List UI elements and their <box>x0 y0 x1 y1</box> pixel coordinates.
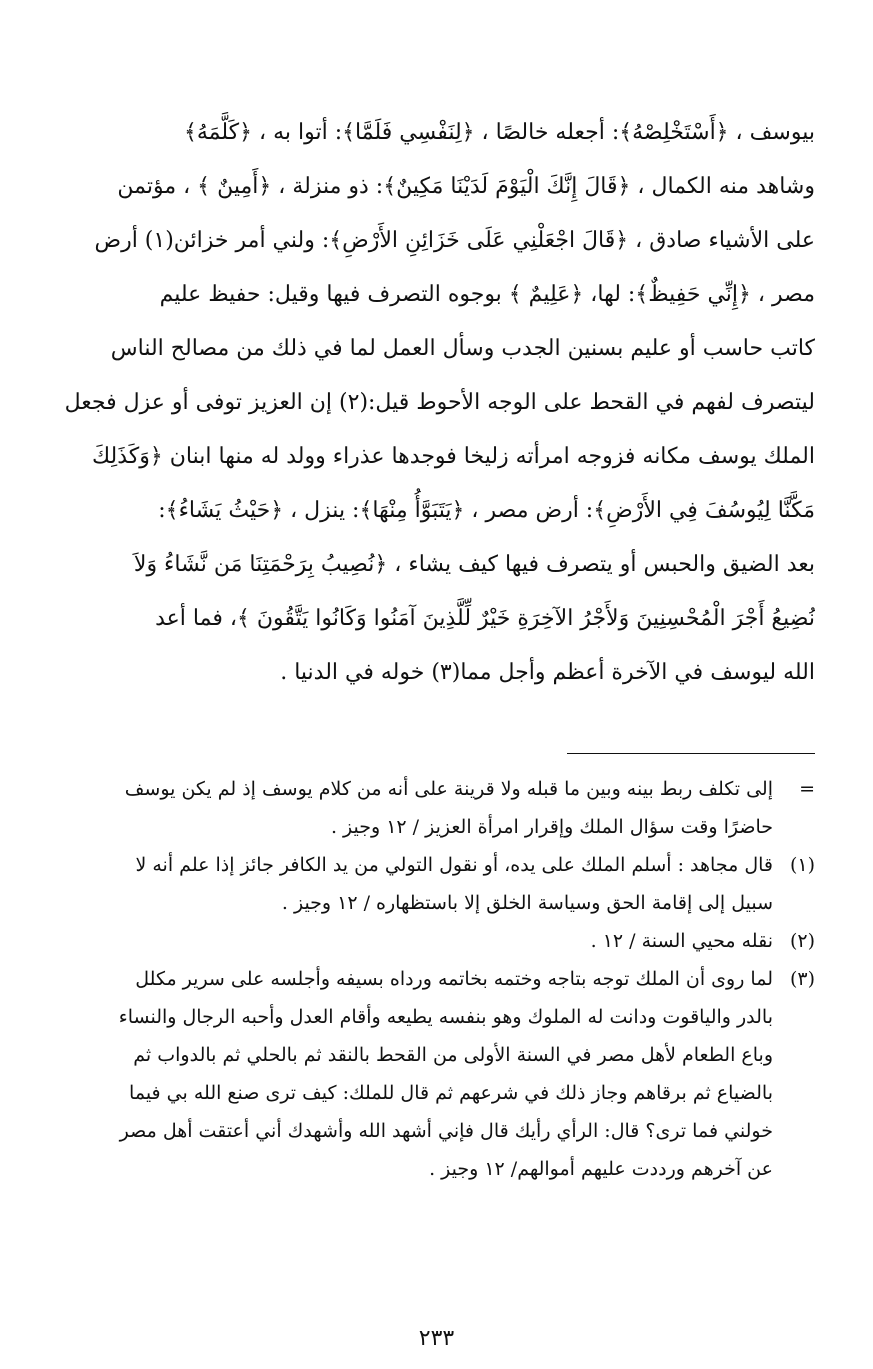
footnote-line: بالضياع ثم برقاهم وجاز ذلك في شرعهم ثم قال للملك: كيف ترى صنع الله بي فيما <box>129 1082 773 1104</box>
main-text-line: بعد الضيق والحبس أو يتصرف فيها كيف يشاء ، ﴿نُصِيبُ بِرَحْمَتِنَا مَن نَّشَاءُ وَلاَ <box>133 552 815 577</box>
footnote-line: حاضرًا وقت سؤال الملك وإقرار امرأة العزيز / ١٢ وجيز . <box>330 816 773 838</box>
footnote-continued <box>58 770 815 846</box>
footnote-3 <box>58 960 815 1188</box>
footnote-line: بالدر والياقوت ودانت له الملوك وهو بنفسه يطيعه وأقام العدل وأحبه الرجال والنساء <box>118 1006 773 1028</box>
footnote-2 <box>58 922 815 960</box>
footnotes <box>58 770 815 1188</box>
footnote-line: نقله محيي السنة / ١٢ . <box>590 930 773 952</box>
footnote-line: عن آخرهم ورددت عليهم أموالهم/ ١٢ وجيز . <box>429 1158 773 1180</box>
main-text-line: كاتب حاسب أو عليم بسنين الجدب وسأل العمل لما في ذلك من مصالح الناس <box>110 336 815 361</box>
main-text-line: الملك يوسف مكانه فزوجه امرأته زليخا فوجدها عذراء وولد له منها ابنان ﴿وَكَذَلِكَ <box>91 444 815 469</box>
main-text-line: مَكَّنَّا لِيُوسُفَ فِي الأَرْضِ﴾: أرض مصر ، ﴿يَتَبَوَّأُ مِنْهَا﴾: ينزل ، ﴿حَيْثُ يَشَاءُ﴾: <box>158 498 815 523</box>
footnote-marker: (٣) <box>789 968 815 990</box>
main-text-line: ليتصرف لفهم في القحط على الوجه الأحوط قيل:(٢) إن العزيز توفى أو عزل فجعل <box>64 390 815 415</box>
footnote-line: وباع الطعام لأهل مصر في السنة الأولى من القحط بالنقد ثم بالحلي ثم بالدواب ثم <box>133 1044 773 1066</box>
footnote-line: سبيل إلى إقامة الحق وسياسة الخلق إلا باستظهاره / ١٢ وجيز . <box>281 892 773 914</box>
footnote-line: إلى تكلف ربط بينه وبين ما قبله ولا قرينة على أنه من كلام يوسف إذ لم يكن يوسف <box>124 778 773 800</box>
footnote-marker: (١) <box>789 854 815 876</box>
main-text-line: على الأشياء صادق ، ﴿قَالَ اجْعَلْنِي عَلَى خَزَائِنِ الأَرْضِ﴾: ولني أمر خزائن(١) أرض <box>94 228 815 253</box>
footnote-line: قال مجاهد : أسلم الملك على يده، أو نقول التولي من يد الكافر جائز إذا علم أنه لا <box>135 854 773 876</box>
main-text-line: الله ليوسف في الآخرة أعظم وأجل مما(٣) خوله في الدنيا . <box>280 660 815 685</box>
footnote-marker: = <box>799 778 815 800</box>
main-text-line: بيوسف ، ﴿أَسْتَخْلِصْهُ﴾: أجعله خالصًا ، ﴿لِنَفْسِي فَلَمَّا﴾: أتوا به ، ﴿كَلَّمَهُ﴾ <box>183 120 815 145</box>
footnote-marker: (٢) <box>789 930 815 952</box>
main-text-line: نُضِيعُ أَجْرَ الْمُحْسِنِينَ وَلأَجْرُ الآخِرَةِ خَيْرٌ لِّلَّذِينَ آمَنُوا وَكَانُوا يَتَّقُونَ ﴾، فما أعد <box>155 606 815 631</box>
main-text <box>58 106 815 700</box>
footnote-line: خولني فما ترى؟ قال: الرأي رأيك قال فإني أشهد الله وأشهدك أني أعتقت أهل مصر <box>119 1120 773 1142</box>
main-text-line: وشاهد منه الكمال ، ﴿قَالَ إِنَّكَ الْيَوْمَ لَدَيْنَا مَكِينٌ﴾: ذو منزلة ، ﴿أَمِينٌ ﴾ ، مؤتمن <box>117 174 815 199</box>
page-number: ٢٣٣ <box>418 1326 455 1351</box>
footnote-1 <box>58 846 815 922</box>
main-text-line: مصر ، ﴿إِنِّي حَفِيظٌ﴾: لها، ﴿عَلِيمٌ ﴾ بوجوه التصرف فيها وقيل: حفيظ عليم <box>159 282 815 307</box>
footnote-line: لما روى أن الملك توجه بتاجه وختمه بخاتمه ورداه بسيفه وأجلسه على سرير مكلل <box>135 968 773 990</box>
footnote-divider <box>567 753 815 754</box>
